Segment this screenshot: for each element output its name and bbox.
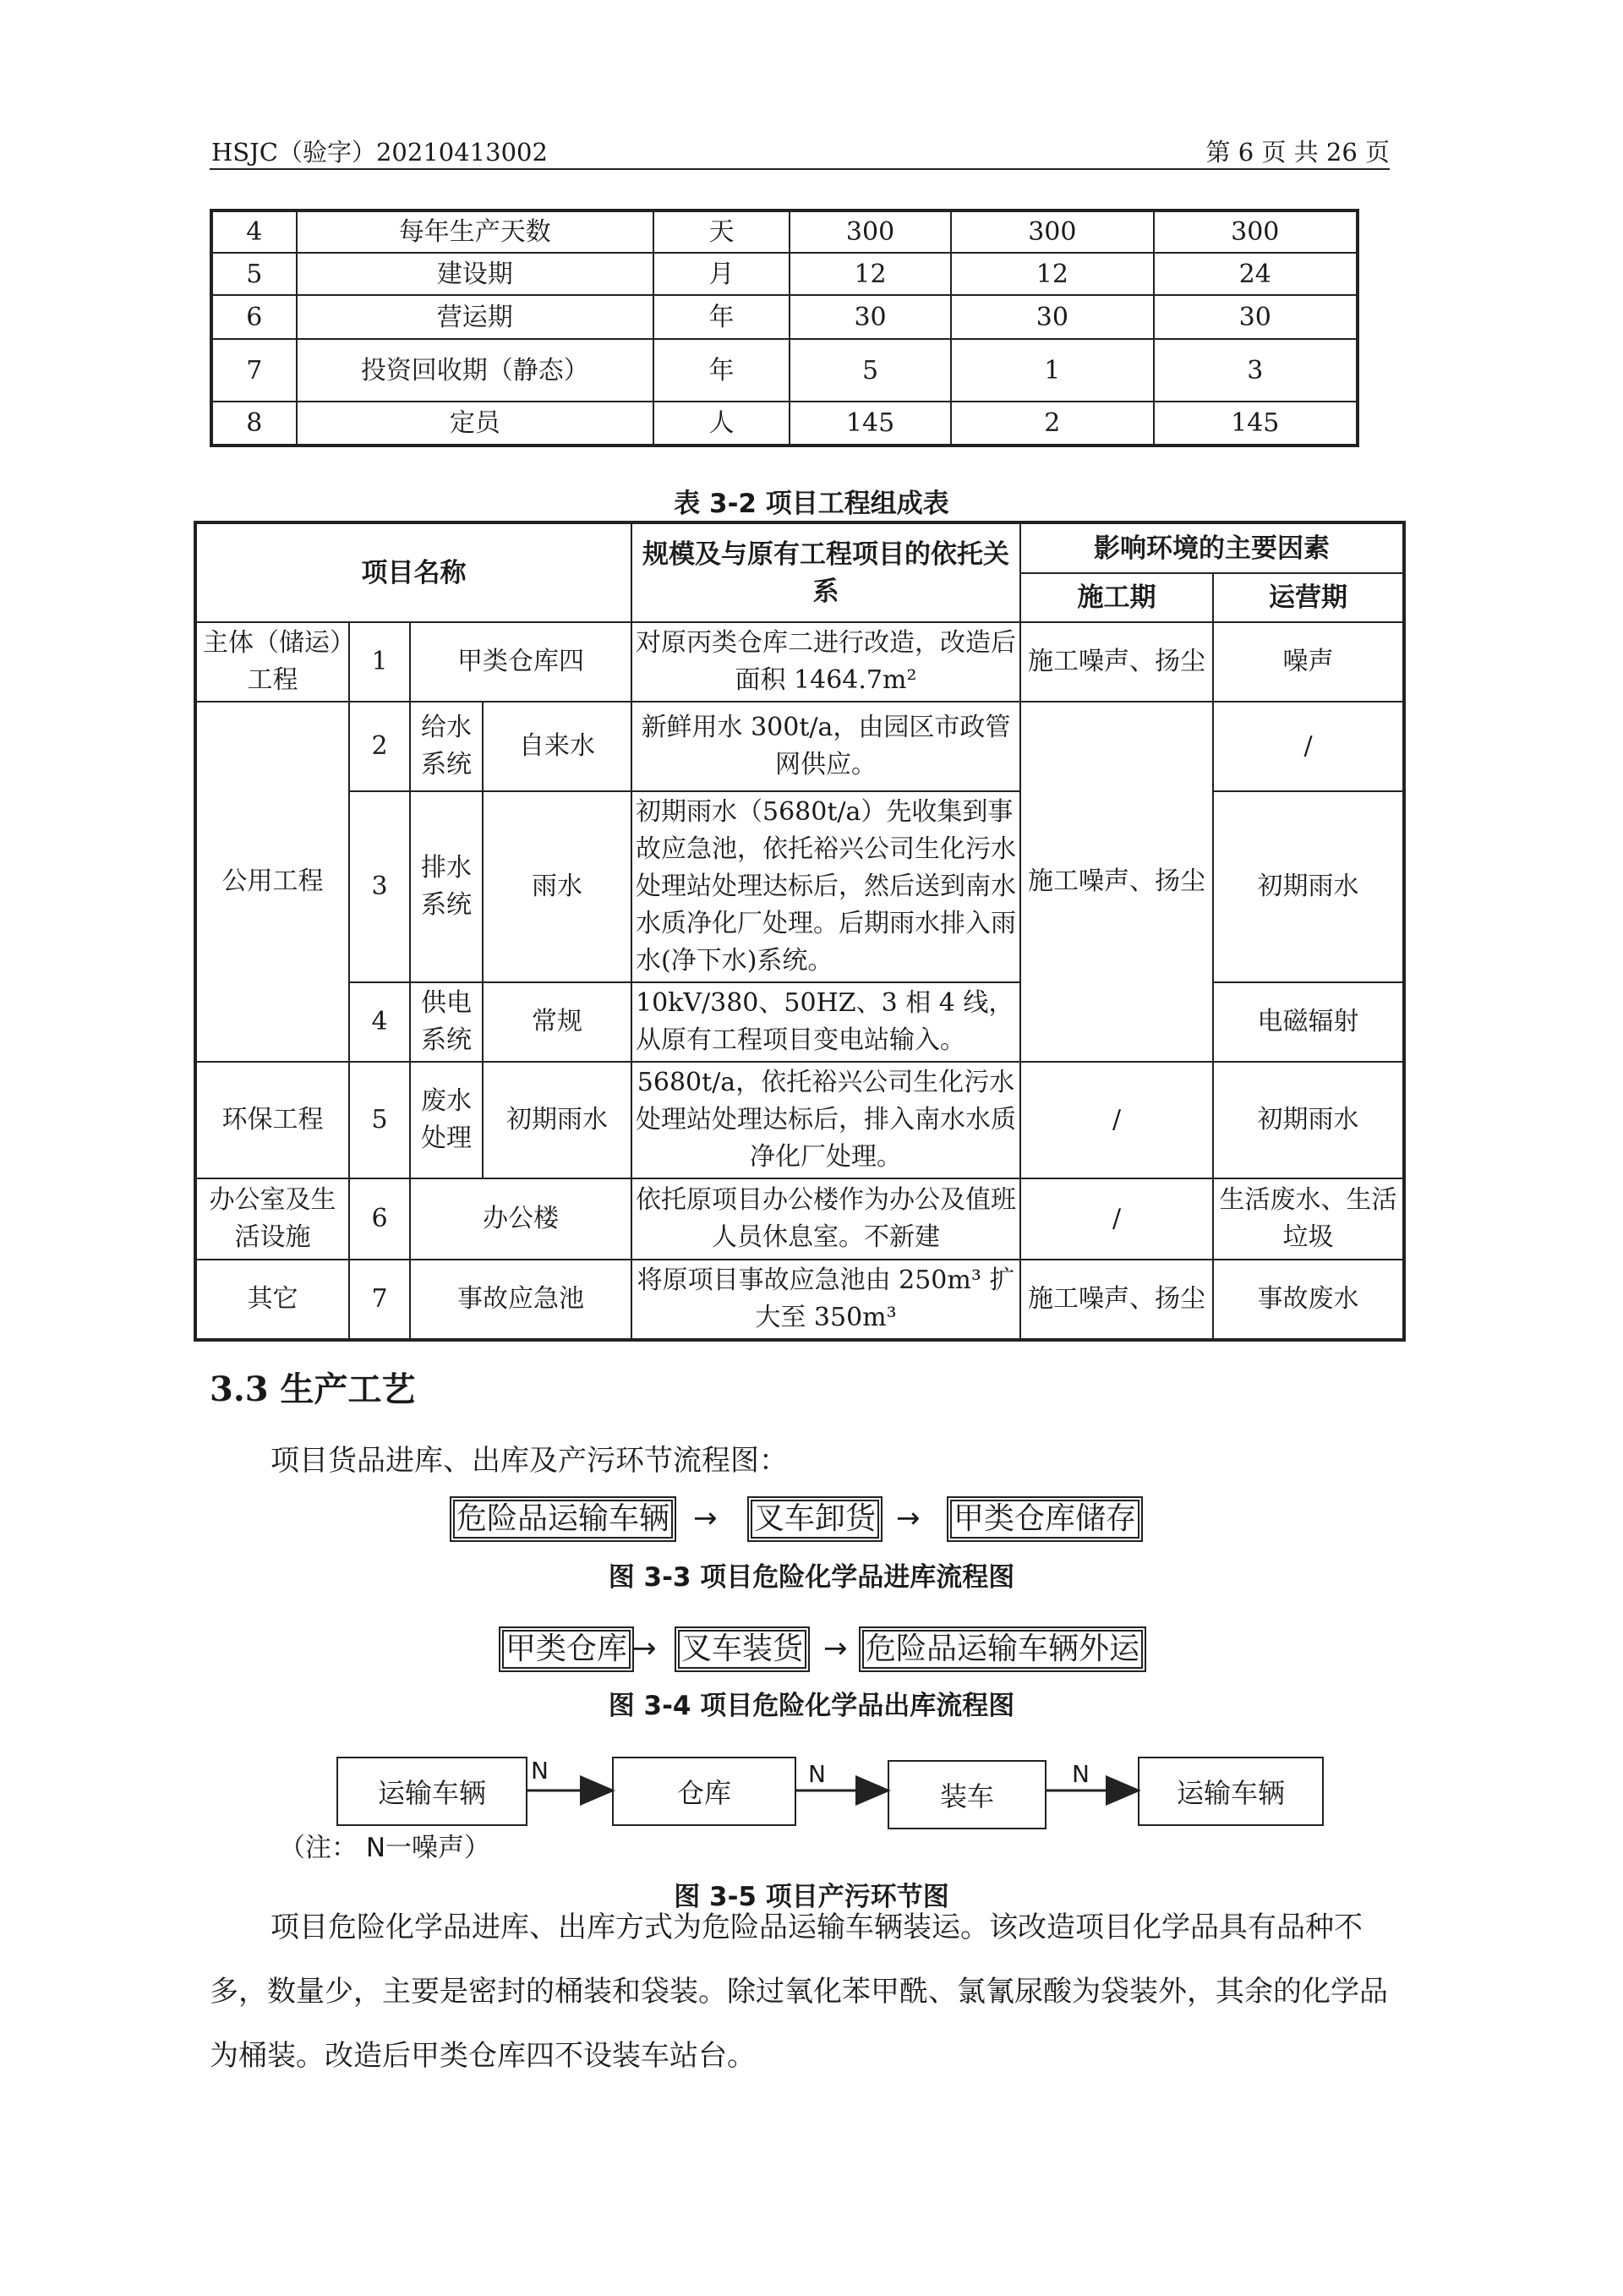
cell-construction: 施工噪声、扬尘 bbox=[1020, 1260, 1213, 1340]
cell-description: 初期雨水（5680t/a）先收集到事故应急池，依托裕兴公司生化污水处理站处理达标后，然后送到南水水质净化厂处理。后期雨水排入雨水(净下水)系统。 bbox=[631, 791, 1020, 982]
cell: 5 bbox=[211, 253, 297, 295]
cell: 每年生产天数 bbox=[297, 210, 653, 253]
header-scale: 规模及与原有工程项目的依托关系 bbox=[631, 522, 1020, 622]
header-construction: 施工期 bbox=[1020, 573, 1213, 622]
header-operation: 运营期 bbox=[1213, 573, 1404, 622]
cell-number: 3 bbox=[349, 791, 410, 982]
cell-operation: 初期雨水 bbox=[1213, 1062, 1404, 1178]
section-lead: 项目货品进库、出库及产污环节流程图： bbox=[270, 1444, 788, 1478]
table-caption: 表 3-2 项目工程组成表 bbox=[674, 489, 949, 519]
cell: 300 bbox=[951, 210, 1153, 253]
flow35-box-warehouse: 仓库 bbox=[612, 1757, 796, 1826]
cell: 6 bbox=[211, 295, 297, 339]
cell: 建设期 bbox=[297, 253, 653, 295]
flow34-box-transport-out: 危险品运输车辆外运 bbox=[859, 1626, 1146, 1672]
cell-item: 初期雨水 bbox=[483, 1062, 631, 1178]
cell-description: 10kV/380、50HZ、3 相 4 线，从原有工程项目变电站输入。 bbox=[631, 982, 1020, 1062]
cell: 定员 bbox=[297, 402, 653, 446]
cell-number: 2 bbox=[349, 702, 410, 791]
flow33-arrow-1: → bbox=[693, 1501, 718, 1535]
cell: 24 bbox=[1154, 253, 1358, 295]
header-factors: 影响环境的主要因素 bbox=[1020, 522, 1404, 573]
cell-system: 废水处理 bbox=[410, 1062, 483, 1178]
cell-number: 5 bbox=[349, 1062, 410, 1178]
cell-category: 办公室及生活设施 bbox=[195, 1178, 349, 1260]
cell-item: 甲类仓库四 bbox=[410, 622, 631, 702]
cell-system: 供电系统 bbox=[410, 982, 483, 1062]
cell: 300 bbox=[1154, 210, 1358, 253]
cell-construction: / bbox=[1020, 1062, 1213, 1178]
cell: 年 bbox=[653, 339, 790, 402]
flow35-noise-label-2: N bbox=[808, 1760, 826, 1788]
cell: 30 bbox=[951, 295, 1153, 339]
header-page-number: 第 6 页 共 26 页 bbox=[1205, 138, 1390, 167]
cell-number: 6 bbox=[349, 1178, 410, 1260]
cell: 年 bbox=[653, 295, 790, 339]
cell-item: 常规 bbox=[483, 982, 631, 1062]
cell-number: 7 bbox=[349, 1260, 410, 1340]
flow33-box-transport: 危险品运输车辆 bbox=[450, 1496, 676, 1542]
cell: 12 bbox=[951, 253, 1153, 295]
cell-description: 将原项目事故应急池由 250m³ 扩大至 350m³ bbox=[631, 1260, 1020, 1340]
body-paragraph: 项目危险化学品进库、出库方式为危险品运输车辆装运。该改造项目化学品具有品种不多，数量少，主要是密封的桶装和袋装。除过氧化苯甲酰、氯氰尿酸为袋装外，其余的化学品为桶装。改造后甲类仓库四不设装车站台。 bbox=[210, 1911, 1388, 2073]
cell: 7 bbox=[211, 339, 297, 402]
cell: 145 bbox=[790, 402, 951, 446]
cell-operation: 生活废水、生活垃圾 bbox=[1213, 1178, 1404, 1260]
cell: 天 bbox=[653, 210, 790, 253]
figure-caption-3-5: 图 3-5 项目产污环节图 bbox=[674, 1882, 949, 1912]
flow34-arrow-2: → bbox=[823, 1632, 848, 1665]
cell-operation: 噪声 bbox=[1213, 622, 1404, 702]
cell-item: 办公楼 bbox=[410, 1178, 631, 1260]
flow33-box-storage: 甲类仓库储存 bbox=[947, 1496, 1143, 1542]
cell-construction: 施工噪声、扬尘 bbox=[1020, 702, 1213, 1062]
cell-category: 环保工程 bbox=[195, 1062, 349, 1178]
cell: 5 bbox=[790, 339, 951, 402]
cell: 4 bbox=[211, 210, 297, 253]
flow35-box-vehicle-out: 运输车辆 bbox=[1138, 1757, 1324, 1826]
cell-operation: 初期雨水 bbox=[1213, 791, 1404, 982]
flow35-box-vehicle-in: 运输车辆 bbox=[336, 1757, 527, 1826]
cell: 投资回收期（静态） bbox=[297, 339, 653, 402]
cell: 145 bbox=[1154, 402, 1358, 446]
cell-description: 对原丙类仓库二进行改造，改造后面积 1464.7m² bbox=[631, 622, 1020, 702]
flow35-note: （注： N一噪声） bbox=[279, 1833, 491, 1863]
cell: 2 bbox=[951, 402, 1153, 446]
cell: 1 bbox=[951, 339, 1153, 402]
figure-caption-3-3: 图 3-3 项目危险化学品进库流程图 bbox=[608, 1562, 1015, 1593]
header-doc-id: HSJC（验字）20210413002 bbox=[211, 138, 548, 167]
cell-item: 雨水 bbox=[483, 791, 631, 982]
cell: 月 bbox=[653, 253, 790, 295]
cell: 8 bbox=[211, 402, 297, 446]
cell-system: 给水系统 bbox=[410, 702, 483, 791]
cell: 12 bbox=[790, 253, 951, 295]
figure-caption-3-4: 图 3-4 项目危险化学品出库流程图 bbox=[608, 1691, 1015, 1721]
cell-construction: / bbox=[1020, 1178, 1213, 1260]
flow35-noise-label-3: N bbox=[1072, 1760, 1090, 1788]
cell: 人 bbox=[653, 402, 790, 446]
cell-system: 排水系统 bbox=[410, 791, 483, 982]
flow34-arrow-1: → bbox=[632, 1632, 657, 1665]
cell-operation: 电磁辐射 bbox=[1213, 982, 1404, 1062]
cell-category: 其它 bbox=[195, 1260, 349, 1340]
flow33-arrow-2: → bbox=[896, 1501, 921, 1535]
cell: 30 bbox=[1154, 295, 1358, 339]
cell: 营运期 bbox=[297, 295, 653, 339]
cell: 30 bbox=[790, 295, 951, 339]
cell-category: 主体（储运）工程 bbox=[195, 622, 349, 702]
cell-operation: / bbox=[1213, 702, 1404, 791]
cell-category: 公用工程 bbox=[195, 702, 349, 1062]
cell-description: 依托原项目办公楼作为办公及值班人员休息室。不新建 bbox=[631, 1178, 1020, 1260]
header-project-name: 项目名称 bbox=[195, 522, 631, 622]
cell-number: 1 bbox=[349, 622, 410, 702]
cell-description: 5680t/a，依托裕兴公司生化污水处理站处理达标后，排入南水水质净化厂处理。 bbox=[631, 1062, 1020, 1178]
cell-item: 事故应急池 bbox=[410, 1260, 631, 1340]
section-title: 3.3 生产工艺 bbox=[210, 1369, 416, 1409]
cell-number: 4 bbox=[349, 982, 410, 1062]
cell-description: 新鲜用水 300t/a，由园区市政管网供应。 bbox=[631, 702, 1020, 791]
flow35-noise-label-1: N bbox=[531, 1757, 549, 1785]
cell: 3 bbox=[1154, 339, 1358, 402]
flow34-box-load: 叉车装货 bbox=[675, 1626, 810, 1672]
cell-operation: 事故废水 bbox=[1213, 1260, 1404, 1340]
cell-item: 自来水 bbox=[483, 702, 631, 791]
flow34-box-warehouse: 甲类仓库 bbox=[499, 1626, 634, 1672]
cell-construction: 施工噪声、扬尘 bbox=[1020, 622, 1213, 702]
flow33-box-unload: 叉车卸货 bbox=[747, 1496, 883, 1542]
flow35-box-loading: 装车 bbox=[888, 1760, 1046, 1829]
cell: 300 bbox=[790, 210, 951, 253]
